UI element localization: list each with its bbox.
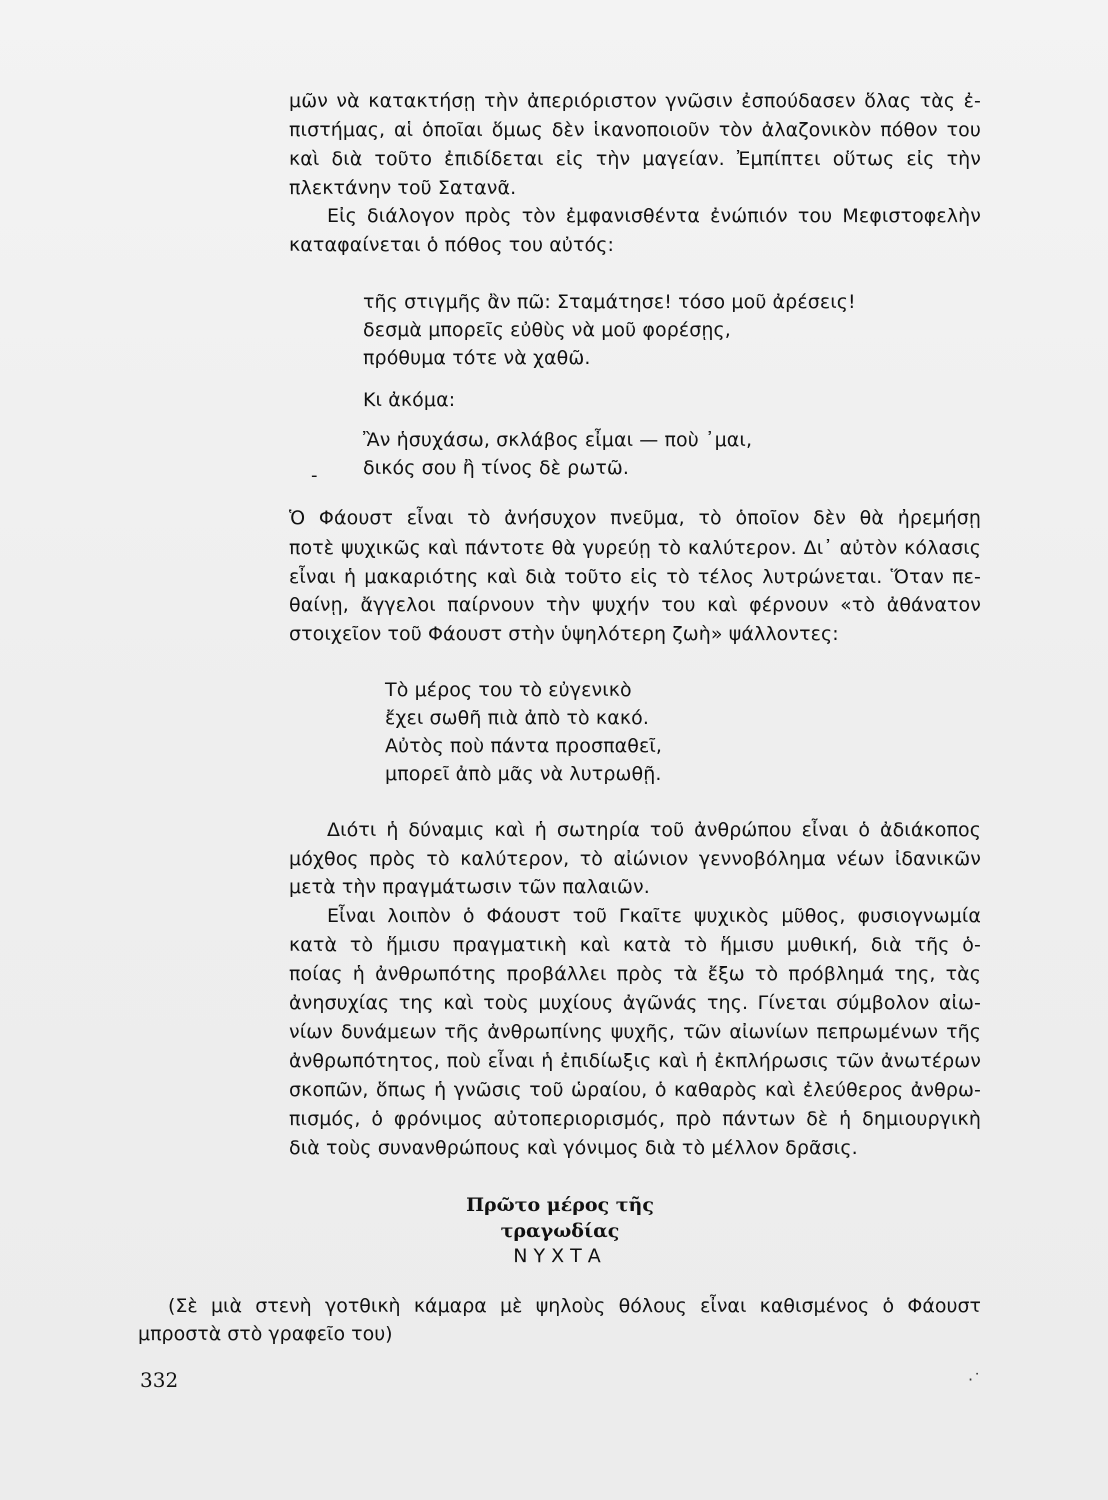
text-line: καὶ διὰ τοῦτο ἐπιδίδεται εἰς τὴν μαγείαν. Ἐμπίπτει οὕτως εἰς τὴν [289,148,981,170]
text-line: ποίας ἡ ἀνθρωπότης προβάλλει πρὸς τὰ ἔξω τὸ πρόβλημά της, τὰς [289,963,981,985]
page-number: 332 [140,1368,179,1392]
verse-line: τῆς στιγμῆς ἂν πῶ: Σταμάτησε! τόσο μοῦ ἀρέσεις! [363,291,856,313]
text-line: ποτὲ ψυχικῶς καὶ πάντοτε θὰ γυρεύῃ τὸ καλύτερον. Δι᾽ αὐτὸν κόλασις [289,537,981,559]
stage-direction-line: (Σὲ μιὰ στενὴ γοτθικὴ κάμαρα μὲ ψηλοὺς θόλους εἶναι καθισμένος ὁ Φάουστ [168,1295,981,1317]
text-line: μῶν νὰ κατακτήσῃ τὴν ἀπεριόριστον γνῶσιν ἐσπούδασεν ὅλας τὰς ἐ- [289,90,981,112]
stray-mark: ·˙ [968,1370,982,1389]
text-line: καταφαίνεται ὁ πόθος του αὐτός: [289,234,614,256]
verse-line: δεσμὰ μπορεῖς εὐθὺς νὰ μοῦ φορέσῃς, [363,319,731,341]
text-line: Εἶναι λοιπὸν ὁ Φάουστ τοῦ Γκαῖτε ψυχικὸς μῦθος, φυσιογνωμία [327,905,981,927]
verse-line: δικός σου ἢ τίνος δὲ ρωτῶ. [363,457,630,479]
verse-line: πρόθυμα τότε νὰ χαθῶ. [363,347,591,369]
text-line: μετὰ τὴν πραγμάτωσιν τῶν παλαιῶν. [289,876,650,898]
verse-line: μπορεῖ ἀπὸ μᾶς νὰ λυτρωθῇ. [385,763,662,785]
text-line: Εἰς διάλογον πρὸς τὸν ἐμφανισθέντα ἐνώπιόν του Μεφιστοφελὴν [327,205,981,227]
text-line: πλεκτάνην τοῦ Σατανᾶ. [289,177,517,199]
text-line: πιστήμας, αἱ ὁποῖαι ὅμως δὲν ἱκανοποιοῦν τὸν ἀλαζονικὸν πόθον του [289,119,981,141]
verse-line: Τὸ μέρος του τὸ εὐγενικὸ [385,679,632,701]
text-line: πισμός, ὁ φρόνιμος αὐτοπεριορισμός, πρὸ πάντων δὲ ἡ δημιουργικὴ [289,1108,981,1130]
verse-line: Αὐτὸς ποὺ πάντα προσπαθεῖ, [385,735,663,757]
text-line: σκοπῶν, ὅπως ἡ γνῶσις τοῦ ὡραίου, ὁ καθαρὸς καὶ ἐλεύθερος ἀνθρω- [289,1079,981,1101]
stage-direction-line: μπροστὰ στὸ γραφεῖο του) [138,1323,393,1345]
verse-line: Ἂν ἡσυχάσω, σκλάβος εἶμαι — ποὺ ᾽μαι, [363,429,753,451]
text-line: θαίνῃ, ἄγγελοι παίρνουν τὴν ψυχήν του καὶ φέρνουν «τὸ ἀθάνατον [289,594,981,616]
text-line: Ὁ Φάουστ εἶναι τὸ ἀνήσυχον πνεῦμα, τὸ ὁποῖον δὲν θὰ ἠρεμήσῃ [289,507,981,529]
text-line: κατὰ τὸ ἥμισυ πραγματικὴ καὶ κατὰ τὸ ἥμισυ μυθική, διὰ τῆς ὁ- [289,934,981,956]
text-line: μόχθος πρὸς τὸ καλύτερον, τὸ αἰώνιον γεννοβόλημα νέων ἰδανικῶν [289,848,981,870]
section-subtitle: Πρῶτο μέρος τῆς τραγωδίας [466,1194,654,1242]
text-line: νίων δυνάμεων τῆς ἀνθρωπίνης ψυχῆς, τῶν αἰωνίων πεπρωμένων τῆς [289,1021,981,1043]
text-line: στοιχεῖον τοῦ Φάουστ στὴν ὑψηλότερη ζωὴ» ψάλλοντες: [289,623,839,645]
stray-mark: - [311,465,318,486]
verse-line: ἔχει σωθῆ πιὰ ἀπὸ τὸ κακό. [385,707,649,729]
text-line: ἀνθρωπότητος, ποὺ εἶναι ἡ ἐπιδίωξις καὶ ἡ ἐκπλήρωσις τῶν ἀνωτέρων [289,1050,981,1072]
text-line: ἀνησυχίας της καὶ τοὺς μυχίους ἀγῶνάς της. Γίνεται σύμβολον αἰω- [289,992,981,1014]
scene-title: ΝΥΧΤΑ [513,1245,607,1267]
text-line: εἶναι ἡ μακαριότης καὶ διὰ τοῦτο εἰς τὸ τέλος λυτρώνεται. Ὅταν πε- [289,566,981,588]
text-line: Διότι ἡ δύναμις καὶ ἡ σωτηρία τοῦ ἀνθρώπου εἶναι ὁ ἀδιάκοπος [327,819,981,841]
text-line: διὰ τοὺς συνανθρώπους καὶ γόνιμος διὰ τὸ μέλλον δρᾶσις. [289,1137,858,1159]
text-line: Κι ἀκόμα: [363,389,456,411]
